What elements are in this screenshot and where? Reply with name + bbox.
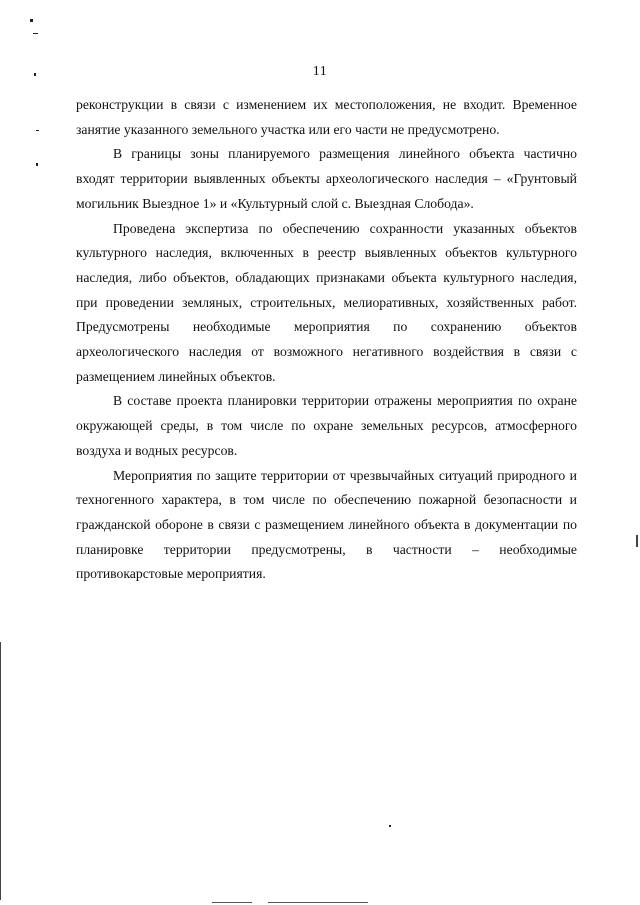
scan-speck bbox=[389, 825, 391, 827]
scan-speck bbox=[34, 73, 36, 76]
paragraph-3: Проведена экспертиза по обеспечению сохранности указанных объектов культурного наследия, включенных в реестр выявленных объектов культурного наследия, либо объектов, обладающих признаками объекта культурного наследия, при проведении земляных, строительных, мелиоративных, хозяйственных работ. Предусмотрены необходимые мероприятия по сохранению объектов археологического наследия от возможного негативного воздействия в связи с размещением линейных объектов. bbox=[76, 220, 577, 384]
footer-rule bbox=[212, 902, 252, 903]
page-number: 11 bbox=[312, 64, 328, 79]
paragraph-2: В границы зоны планируемого размещения линейного объекта частично входят территории выявленных объекты археологического наследия – «Грунтовый могильник Выездное 1» и «Культурный слой с. Выездная Слобода». bbox=[76, 146, 577, 211]
document-body bbox=[76, 93, 577, 587]
scan-speck bbox=[30, 19, 33, 22]
footer-rule bbox=[268, 902, 368, 903]
scan-speck bbox=[33, 33, 38, 34]
scan-edge-line bbox=[0, 642, 1, 900]
paragraph-5: Мероприятия по защите территории от чрезвычайных ситуаций природного и техногенного характера, в том числе по обеспечению пожарной безопасности и гражданской обороне в связи с размещением линейного объекта в документации по планировке территории предусмотрены, в частности – необходимые противокарстовые мероприятия. bbox=[76, 467, 577, 582]
paragraph-1: реконструкции в связи с изменением их местоположения, не входит. Временное занятие указанного земельного участка или его части не предусмотрено. bbox=[76, 97, 577, 137]
scan-speck bbox=[36, 163, 38, 166]
scan-edge-line bbox=[636, 535, 638, 547]
scan-speck bbox=[36, 130, 39, 131]
paragraph-4: В составе проекта планировки территории отражены мероприятия по охране окружающей среды, в том числе по охране земельных ресурсов, атмосферного воздуха и водных ресурсов. bbox=[76, 393, 577, 458]
